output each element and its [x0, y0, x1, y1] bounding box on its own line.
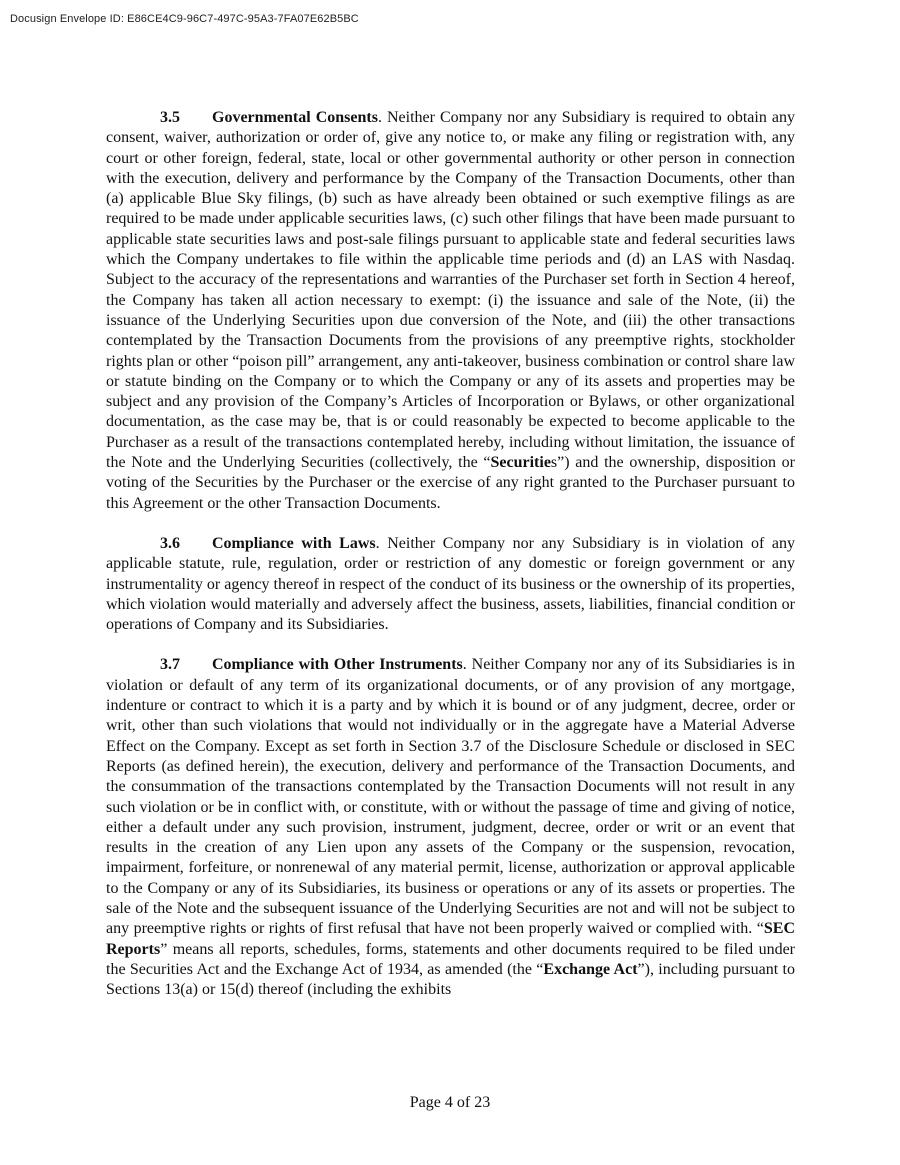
page-number: Page 4 of 23: [409, 1094, 491, 1111]
section-text: ”), including pursuant to Sections 13(a) or 15(d) thereof (including the exhibits: [106, 960, 795, 999]
document-body: [106, 108, 795, 1020]
section-number: 3.5: [160, 109, 180, 126]
section-number: 3.7: [160, 656, 180, 674]
section-3-5: [106, 108, 795, 514]
section-number: 3.6: [160, 534, 180, 552]
section-text: s”) and the ownership, disposition or voting of the Securities by the Purchaser or the exercise of any right granted to the Purchaser pursuant to this Agreement or the other Transaction Documents.: [106, 454, 795, 512]
section-heading: Compliance with Other Instruments: [212, 656, 463, 674]
section-3-6: [106, 534, 795, 635]
section-text: . Neither Company nor any of its Subsidiaries is in violation or default of any term of its organizational documents, or of any provision of any mortgage, indenture or contract to which it is a party and by which it is bound or of any judgment, decree, order or writ, other than such violations that would not individually or in the aggregate have a Material Adverse Effect on the Company. Except as set forth in Section 3.7 of the Disclosure Schedule or disclosed in SEC Reports (as defined herein), the execution, delivery and performance of the Transaction Documents, and the consummation of the transactions contemplated by the Transaction Documents will not result in any such violation or be in conflict with, or constitute, with or without the passage of time and giving of notice, either a default under any such provision, instrument, judgment, decree, order or writ or an event that results in the creation of any Lien upon any assets of the Company or the suspension, revocation, impairment, forfeiture, or nonrenewal of any material permit, license, authorization or approval applicable to the Company or any of its Subsidiaries, its business or operations or any of its assets or properties. The sale of the Note and the subsequent issuance of the Underlying Securities are not and will not be subject to any preemptive rights or rights of first refusal that have not been properly waived or complied with. “: [106, 656, 796, 938]
section-heading: Compliance with Laws: [212, 534, 376, 552]
section-text: . Neither Company nor any Subsidiary is required to obtain any consent, waiver, authorization or order of, give any notice to, or make any filing or registration with, any court or other foreign, federal, state, local or other governmental authority or other person in connection with the execution, delivery and performance by the Company of the Transaction Documents, other than (a) applicable Blue Sky filings, (b) such as have already been obtained or such exemptive filings as are required to be made under applicable securities laws, (c) such other filings that have been made pursuant to applicable state securities laws and post-sale filings pursuant to applicable state and federal securities laws which the Company undertakes to file within the applicable time periods and (d) an LAS with Nasdaq. Subject to the accuracy of the representations and warranties of the Purchaser set forth in Section 4 hereof, the Company has taken all action necessary to exempt: (i) the issuance and sale of the Note, (ii) the issuance of the Underlying Securities upon due conversion of the Note, and (iii) the other transactions contemplated by the Transaction Documents from the provisions of any preemptive rights, stockholder rights plan or other “poison pill” arrangement, any anti-takeover, business combination or control share law or statute binding on the Company or to which the Company or any of its assets and properties may be subject and any provision of the Company’s Articles of Incorporation or Bylaws, or other organizational documentation, as the case may be, that is or could reasonably be expected to become applicable to the Purchaser as a result of the transactions contemplated hereby, including without limitation, the issuance of the Note and the Underlying Securities (collectively, the “: [106, 109, 795, 472]
section-heading: Governmental Consents: [212, 109, 378, 126]
section-text: ” means all reports, schedules, forms, statements and other documents required to be filed under the Securities Act and the Exchange Act of 1934, as amended (the “: [106, 940, 795, 978]
section-3-7: [106, 655, 795, 1000]
section-text: . Neither Company nor any Subsidiary is in violation of any applicable statute, rule, regulation, order or restriction of any domestic or foreign government or any instrumentality or agency thereof in respect of the conduct of its business or the ownership of its properties, which violation would materially and adversely affect the business, assets, liabilities, financial condition or operations of Company and its Subsidiaries.: [106, 534, 796, 634]
defined-term-securities: Securitie: [490, 454, 551, 472]
defined-term-sec-reports: SEC Reports: [106, 920, 795, 958]
envelope-id: Docusign Envelope ID: E86CE4C9-96C7-497C-95A3-7FA07E62B5BC: [10, 13, 359, 25]
defined-term-exchange-act: Exchange Act: [543, 960, 638, 978]
